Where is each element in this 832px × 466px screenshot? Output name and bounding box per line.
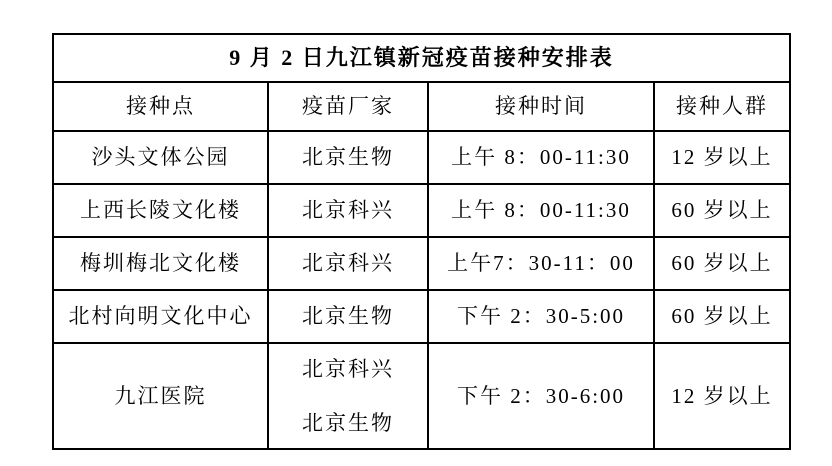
table-row [53, 184, 790, 237]
vaccine-schedule-table [52, 33, 791, 450]
cell-vendor: 北京生物 [268, 131, 428, 184]
cell-group: 60 岁以上 [654, 237, 790, 290]
vendor-line: 北京生物 [302, 411, 394, 435]
table-row [53, 343, 790, 449]
cell-time: 下午 2：30-5:00 [428, 290, 654, 343]
cell-time: 下午 2：30-6:00 [428, 343, 654, 449]
col-header-time: 接种时间 [428, 82, 654, 131]
cell-group: 12 岁以上 [654, 131, 790, 184]
cell-vendor: 北京科兴 [268, 237, 428, 290]
table-row [53, 290, 790, 343]
col-header-vendor: 疫苗厂家 [268, 82, 428, 131]
cell-group: 12 岁以上 [654, 343, 790, 449]
table-row [53, 237, 790, 290]
cell-site: 北村向明文化中心 [53, 290, 268, 343]
cell-vendor [268, 343, 428, 449]
cell-time: 上午7：30-11：00 [428, 237, 654, 290]
col-header-group: 接种人群 [654, 82, 790, 131]
cell-site: 沙头文体公园 [53, 131, 268, 184]
cell-group: 60 岁以上 [654, 290, 790, 343]
header-row [53, 82, 790, 131]
cell-vendor: 北京生物 [268, 290, 428, 343]
vendor-line: 北京科兴 [302, 356, 394, 381]
table-row [53, 131, 790, 184]
cell-group: 60 岁以上 [654, 184, 790, 237]
cell-site: 上西长陵文化楼 [53, 184, 268, 237]
table-title: 9 月 2 日九江镇新冠疫苗接种安排表 [53, 34, 790, 82]
cell-time: 上午 8：00-11:30 [428, 131, 654, 184]
col-header-site: 接种点 [53, 82, 268, 131]
cell-vendor: 北京科兴 [268, 184, 428, 237]
cell-site: 梅圳梅北文化楼 [53, 237, 268, 290]
cell-time: 上午 8：00-11:30 [428, 184, 654, 237]
cell-site: 九江医院 [53, 343, 268, 449]
vaccine-schedule-document [52, 33, 791, 450]
